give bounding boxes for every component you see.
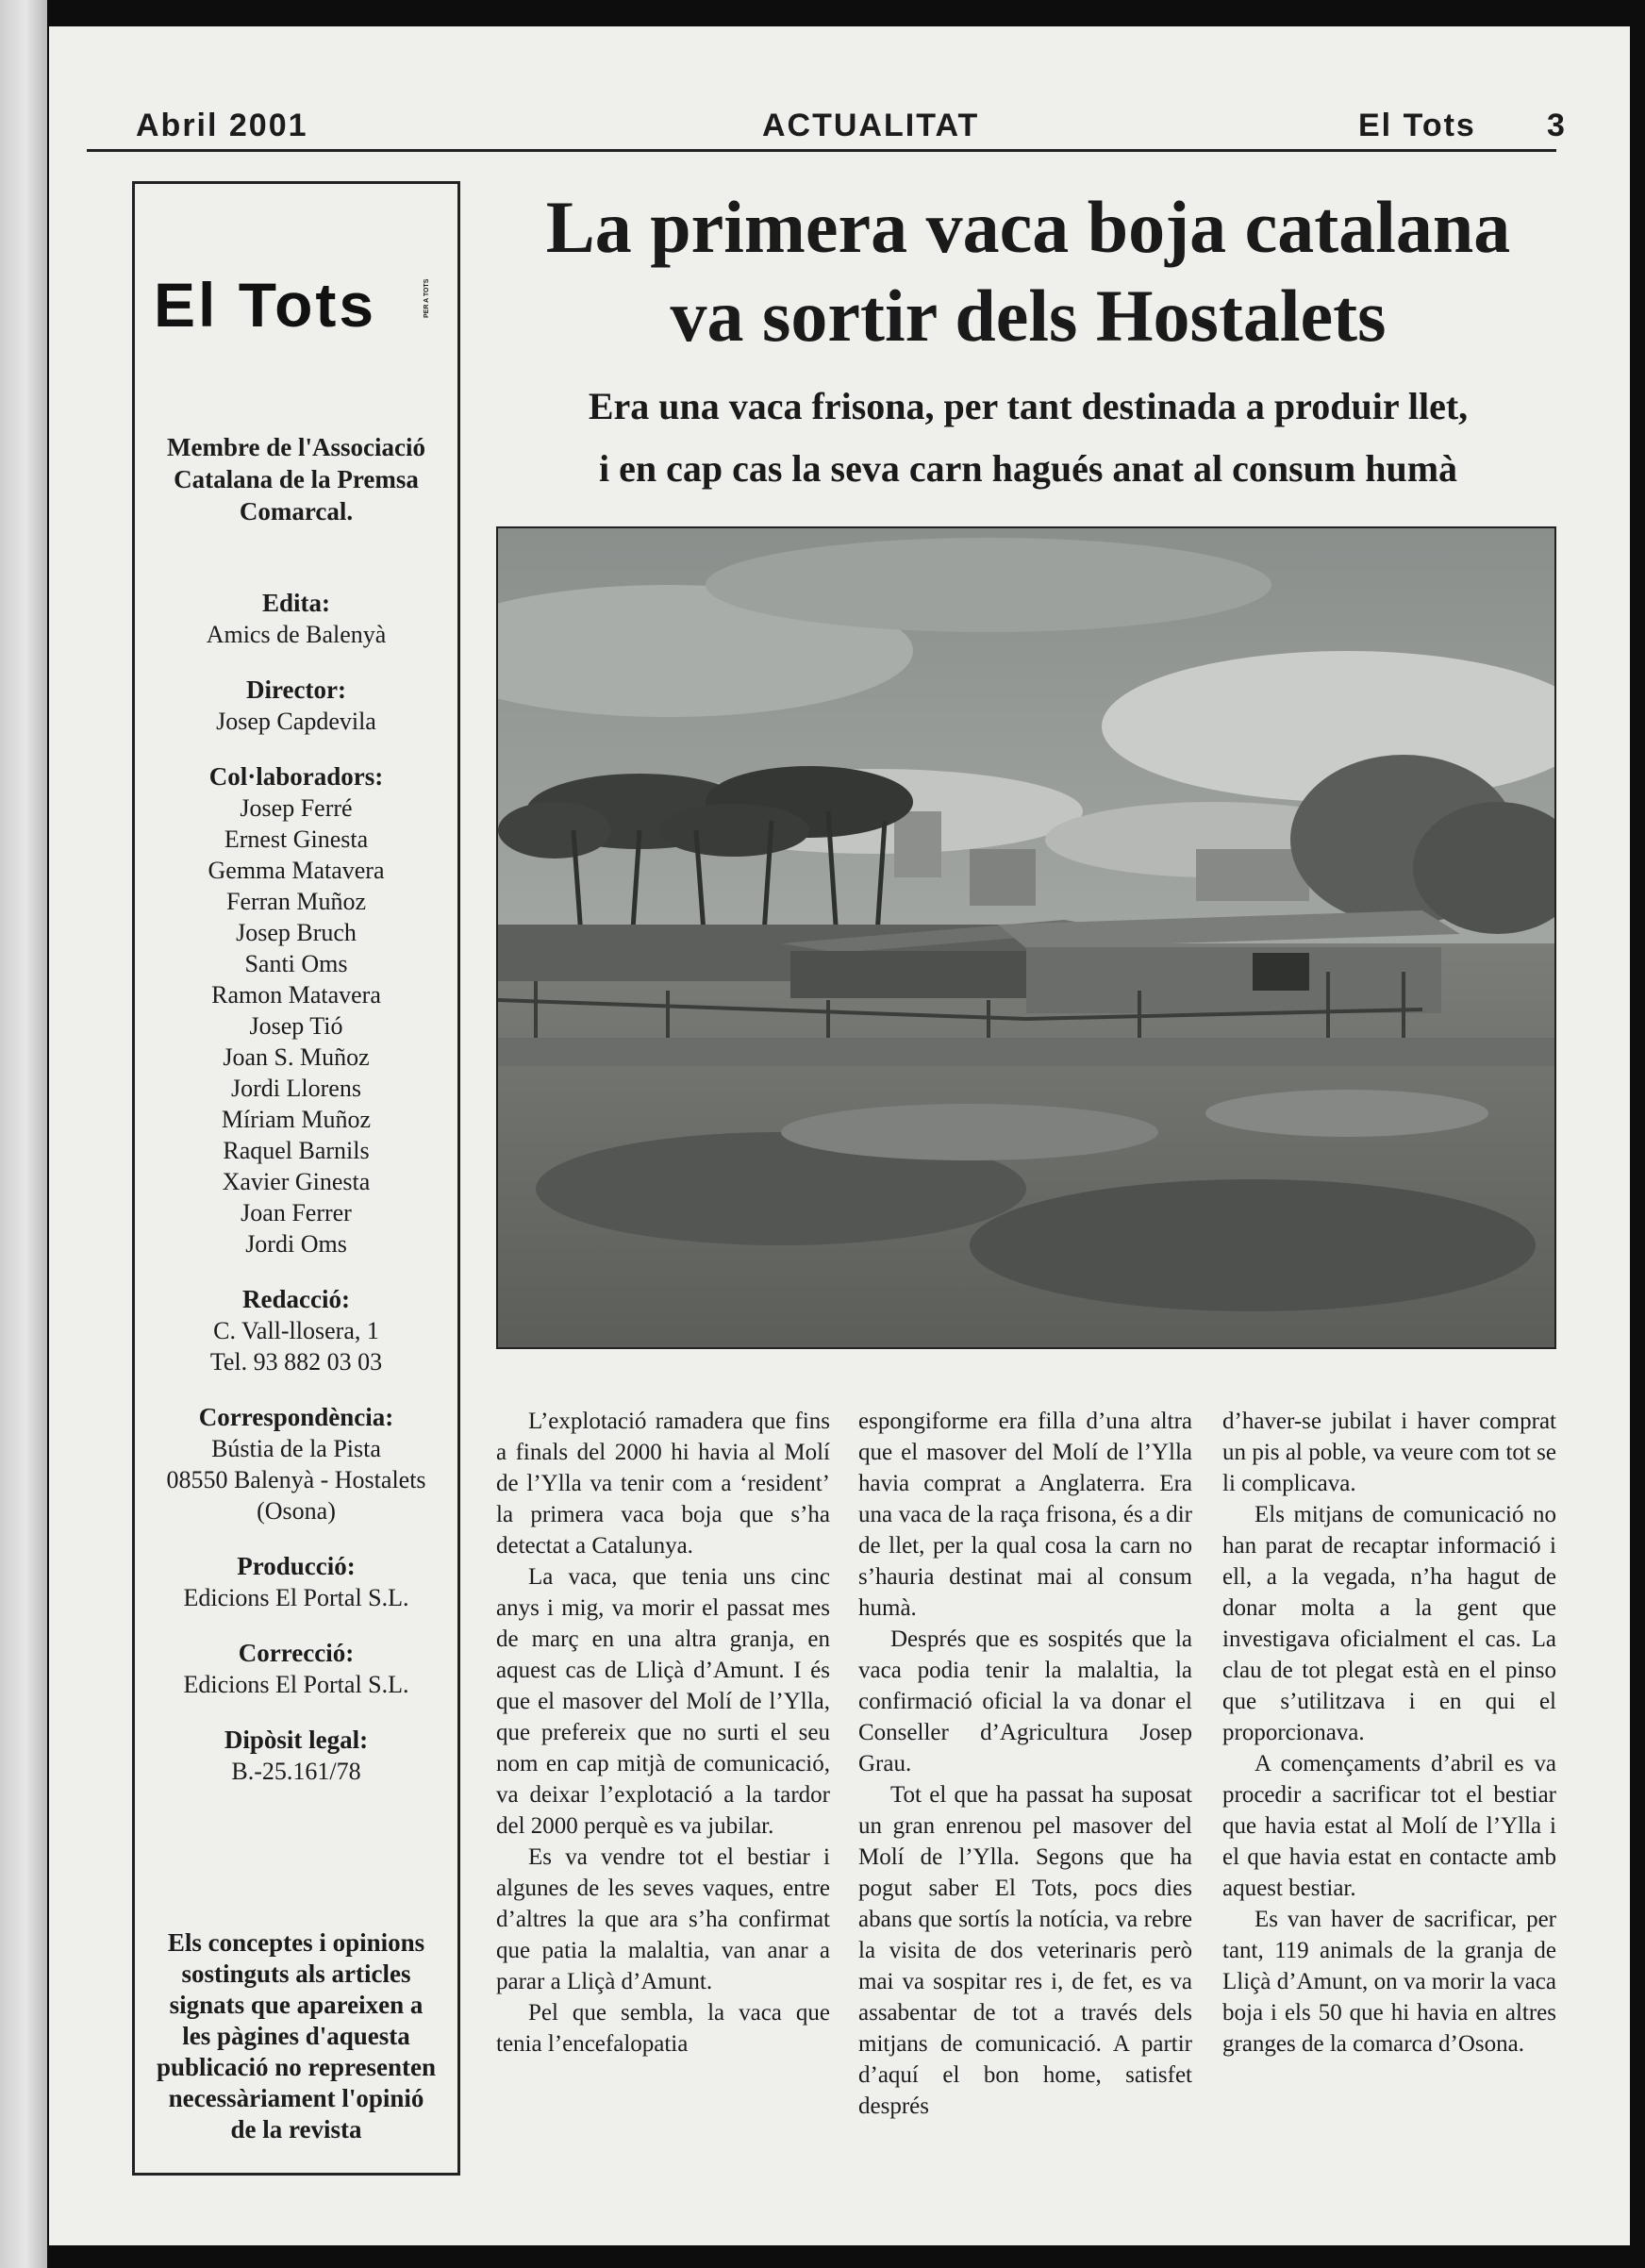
collaborator-name: Joan S. Muñoz — [223, 1043, 370, 1071]
office-address: C. Vall-llosera, 1 — [213, 1317, 379, 1344]
disclaimer-line: Els conceptes i opinions — [167, 1928, 425, 1957]
subtitle-line: i en cap cas la seva carn hagués anat al consum humà — [598, 447, 1458, 490]
collaborator-name: Ernest Ginesta — [224, 825, 369, 853]
collaborator-name: Josep Tió — [249, 1012, 343, 1040]
article-paragraph: La vaca, que tenia uns cinc anys i mig, va morir el passat mes de març en una altra granja, en aquest cas de Lliçà d’Amunt. I és que el masover del Molí de l’Ylla, que prefereix que no surti el seu nom en cap mitjà de comunicació, va deixar l’explotació a la tardor del 2000 perquè es va jubilar. — [496, 1564, 830, 1839]
credits-list — [135, 588, 457, 1811]
disclaimer-line: signats que apareixen a — [169, 1991, 424, 2019]
collaborator-name: Gemma Matavera — [208, 857, 385, 884]
article-paragraph: Els mitjans de comunicació no han parat de recaptar informació i ell, a la vegada, n’ha hagut de donar molta a la gent que investigava oficialment el cas. La clau de tot plegat està en el pinso que s’utilitzava i en qui el proporcionava. — [1222, 1502, 1556, 1745]
article-column-3 — [1222, 1406, 1556, 2060]
headline-line: va sortir dels Hostalets — [670, 275, 1387, 357]
collaborator-name: Raquel Barnils — [223, 1137, 370, 1164]
legal-deposit-block — [135, 1725, 457, 1787]
credit-value: Edicions El Portal S.L. — [183, 1671, 409, 1698]
farm-landscape-illustration — [498, 528, 1554, 1347]
publisher-block — [135, 588, 457, 650]
issue-date: Abril 2001 — [136, 108, 308, 143]
credit-heading: Redacció: — [242, 1285, 350, 1313]
correspondence-block — [135, 1402, 457, 1526]
disclaimer-line: necessàriament l'opinió — [168, 2084, 424, 2112]
collaborator-name: Joan Ferrer — [241, 1199, 352, 1226]
membership-line: Membre de l'Associació — [167, 433, 425, 461]
article-paragraph: L’explotació ramadera que fins a finals del 2000 hi havia al Molí de l’Ylla va tenir com a ‘resident’ la primera vaca boja que s’ha detectat a Catalunya. — [496, 1409, 830, 1559]
mailbox-line: Bústia de la Pista — [211, 1435, 381, 1462]
page-number: 3 — [1547, 108, 1567, 143]
article-paragraph: A començaments d’abril es va procedir a sacrificar tot el bestiar que havia estat al Molí de l’Ylla i el que havia estat en contacte amb aquest bestiar. — [1222, 1751, 1556, 1901]
director-block — [135, 675, 457, 737]
subtitle-line: Era una vaca frisona, per tant destinada a produir llet, — [588, 385, 1469, 427]
collaborator-name: Ferran Muñoz — [225, 888, 366, 915]
article-paragraph: Es va vendre tot el bestiar i algunes de les seves vaques, entre d’altres la que ara s’ha confirmat que patia la malaltia, van anar a parar a Lliçà d’Amunt. — [496, 1844, 830, 1994]
credit-value: Amics de Balenyà — [206, 621, 387, 648]
disclaimer-line: les pàgines d'aquesta — [182, 2022, 410, 2050]
credit-heading: Col·laboradors: — [208, 762, 384, 791]
collaborator-name: Xavier Ginesta — [222, 1168, 371, 1195]
disclaimer-line: sostinguts als articles — [181, 1959, 411, 1988]
article-paragraph: Pel que sembla, la vaca que tenia l’encefalopatia — [496, 2000, 830, 2057]
credit-heading: Dipòsit legal: — [224, 1726, 369, 1754]
collaborator-name: Santi Oms — [244, 950, 348, 977]
collaborator-name: Ramon Matavera — [211, 981, 381, 1009]
proofreading-block — [135, 1638, 457, 1700]
credit-value: Josep Capdevila — [216, 708, 376, 735]
article-paragraph: Tot el que ha passat ha suposat un gran enrenou pel masover del Molí de l’Ylla. Segons que ha pogut saber El Tots, pocs dies abans que sortís la notícia, va rebre la visita de dos veterinaris però mai va sospitar res i, de fet, es va assabentar de tot a través dels mitjans de comunicació. A partir d’aquí el bon home, satisfet després — [858, 1782, 1192, 2119]
disclaimer-line: de la revista — [230, 2115, 362, 2143]
logo-tagline: PER A TOTS — [424, 278, 430, 318]
publication-name: El Tots — [1358, 108, 1476, 143]
collaborator-name: Míriam Muñoz — [221, 1106, 372, 1133]
article-paragraph: d’haver-se jubilat i haver comprat un pis al poble, va veure com tot se li complicava. — [1222, 1409, 1556, 1496]
publication-logo: El Tots — [154, 270, 377, 340]
article-paragraph: espongiforme era filla d’una altra que el masover del Molí de l’Ylla havia comprat a Anglaterra. Era una vaca de la raça frisona, és a dir de llet, per la qual cosa la carn no s’hauria destinat mai al consum humà. — [858, 1409, 1192, 1621]
farm-photo — [496, 526, 1556, 1349]
article-paragraph: Després que es sospités que la vaca podia tenir la malaltia, la confirmació oficial la va donar el Conseller d’Agricultura Josep Grau. — [858, 1626, 1192, 1776]
credit-value: B.-25.161/78 — [231, 1758, 361, 1785]
editorial-disclaimer — [150, 1927, 442, 2145]
credit-value: Edicions El Portal S.L. — [183, 1584, 409, 1611]
region-line: (Osona) — [257, 1497, 336, 1525]
masthead-sidebar — [132, 181, 460, 2176]
headline-line: La primera vaca boja catalana — [545, 186, 1511, 268]
collaborator-name: Jordi Oms — [245, 1230, 347, 1258]
office-phone: Tel. 93 882 03 03 — [209, 1348, 383, 1376]
credit-heading: Correcció: — [238, 1639, 355, 1667]
article-column-1 — [496, 1406, 830, 2060]
section-name: ACTUALITAT — [762, 108, 980, 143]
article-headline — [490, 183, 1566, 360]
production-block — [135, 1551, 457, 1613]
collaborator-name: Jordi Llorens — [231, 1075, 361, 1102]
page-header — [87, 81, 1567, 152]
association-membership — [154, 431, 439, 527]
credit-heading: Correspondència: — [198, 1403, 394, 1431]
membership-line: Comarcal. — [239, 497, 354, 525]
article-paragraph: Es van haver de sacrificar, per tant, 119 animals de la granja de Lliçà d’Amunt, on va morir la vaca boja i els 50 que hi havia en altres granges de la comarca d’Osona. — [1222, 1907, 1556, 2057]
disclaimer-line: publicació no representen — [156, 2053, 436, 2081]
credit-heading: Edita: — [261, 589, 330, 617]
editorial-office-block — [135, 1284, 457, 1377]
membership-line: Catalana de la Premsa — [174, 465, 419, 493]
credit-heading: Producció: — [237, 1552, 356, 1580]
magazine-binding — [0, 0, 47, 2268]
credit-heading: Director: — [246, 675, 346, 704]
article-column-2 — [858, 1406, 1192, 2122]
article-subtitle — [490, 375, 1566, 500]
collaborator-name: Josep Ferré — [240, 794, 353, 822]
collaborator-name: Josep Bruch — [236, 919, 357, 946]
collaborators-block — [135, 761, 457, 1259]
postal-code-line: 08550 Balenyà - Hostalets — [166, 1466, 426, 1493]
